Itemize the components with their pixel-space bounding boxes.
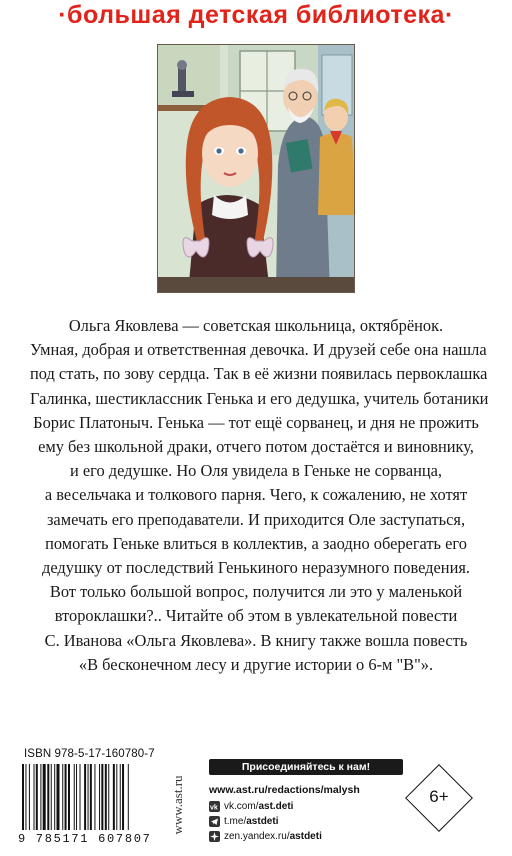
annotation-line: Умная, добрая и ответственная девочка. И друзей себе она нашла — [30, 340, 487, 360]
barcode-bar — [57, 764, 60, 830]
barcode-bar — [80, 764, 81, 830]
barcode-bar — [74, 764, 75, 830]
barcode-bar — [22, 764, 24, 830]
annotation-line: Борис Платоныч. Генька — тот ещё сорванец, и дня не прожить — [33, 412, 479, 432]
barcode-bar — [62, 764, 63, 830]
barcode-bar — [34, 764, 35, 830]
barcode-bar — [43, 764, 46, 830]
annotation-line: и его дедушке. Но Оля увидела в Геньке не сорванца, — [69, 461, 443, 481]
barcode-bar — [94, 764, 95, 830]
barcode-bar — [40, 764, 41, 830]
barcode-bar — [113, 764, 115, 830]
barcode-bar — [108, 764, 109, 830]
barcode-bar — [65, 764, 67, 830]
barcode-bar — [99, 764, 100, 830]
barcode-bar — [68, 764, 70, 830]
annotation-line: ему без школьной драки, отчего потом достаётся и виновнику, — [38, 437, 474, 457]
barcode-bar — [76, 764, 77, 830]
zen-icon — [209, 831, 220, 842]
barcode-bar — [90, 764, 92, 830]
vk-link[interactable]: vk vk.com/ ast.deti — [210, 801, 294, 812]
barcode-bar — [122, 764, 124, 830]
cover-illustration — [157, 44, 355, 293]
annotation-line: Галинка, шестиклассник Генька и его дедушка, учитель ботаники — [30, 388, 489, 408]
zen-link[interactable]: zen.yandex.ru/ astdeti — [209, 829, 419, 844]
annotation-line: второклашки?.. Читайте об этом в увлекательной повести — [54, 606, 458, 626]
annotation-line: под стать, по зову сердца. Так в её жизни появилась первоклашка — [30, 364, 488, 384]
barcode-bar — [36, 764, 38, 830]
age-rating-label: 6+ — [429, 787, 449, 806]
main-site-link[interactable]: www.ast.ru/redactions/malysh — [209, 783, 360, 796]
annotation-line: «В бесконечном лесу и другие истории о 6-м "В"». — [78, 654, 434, 674]
barcode-bar — [29, 764, 30, 830]
barcode-bar — [54, 764, 55, 830]
vk-icon — [209, 801, 220, 812]
barcode-bar — [116, 764, 117, 830]
barcode-bar — [47, 764, 49, 830]
publisher-site-vertical: www.ast.ru — [170, 775, 185, 835]
annotation-line: помогать Геньке влиться в коллектив, а заодно оберегать его — [45, 533, 467, 553]
annotation-line: замечать его преподаватели. И приходится Оле заступаться, — [46, 509, 466, 529]
barcode-bar — [51, 764, 52, 830]
annotation-line: а весельчака и толкового парня. Чего, к сожалению, не хотят — [44, 485, 468, 505]
annotation-line: Ольга Яковлева — советская школьница, октябрёнок. — [68, 316, 444, 335]
barcode-bar — [84, 764, 86, 830]
barcode-block — [18, 748, 173, 848]
isbn-label: ISBN 978-5-17-160780-7 — [24, 748, 155, 760]
join-us-badge: Присоединяйтесь к нам! — [209, 759, 403, 775]
barcode-bar — [120, 764, 121, 830]
barcode-bar — [88, 764, 89, 830]
annotation-line: Вот только большой вопрос, получится ли это у маленькой — [49, 582, 463, 602]
barcode-bar — [105, 764, 107, 830]
barcode-bar — [25, 764, 26, 830]
barcode-bar — [128, 764, 129, 830]
svg-text:vk: vk — [210, 804, 218, 812]
series-title: ·большая детская библиотека· — [58, 1, 454, 29]
book-annotation — [30, 314, 489, 677]
telegram-link[interactable]: t.me/ astdeti — [209, 814, 419, 829]
annotation-line: дедушку от последствий Генькиного неразумного поведения. — [42, 558, 470, 578]
publisher-links — [209, 780, 419, 844]
telegram-icon — [209, 816, 220, 827]
annotation-line: С. Иванова «Ольга Яковлева». В книгу также вошла повесть — [44, 630, 468, 650]
barcode-digits: 9 785171 607807 — [18, 832, 152, 846]
barcode-icon — [18, 764, 168, 832]
barcode-bar — [101, 764, 103, 830]
